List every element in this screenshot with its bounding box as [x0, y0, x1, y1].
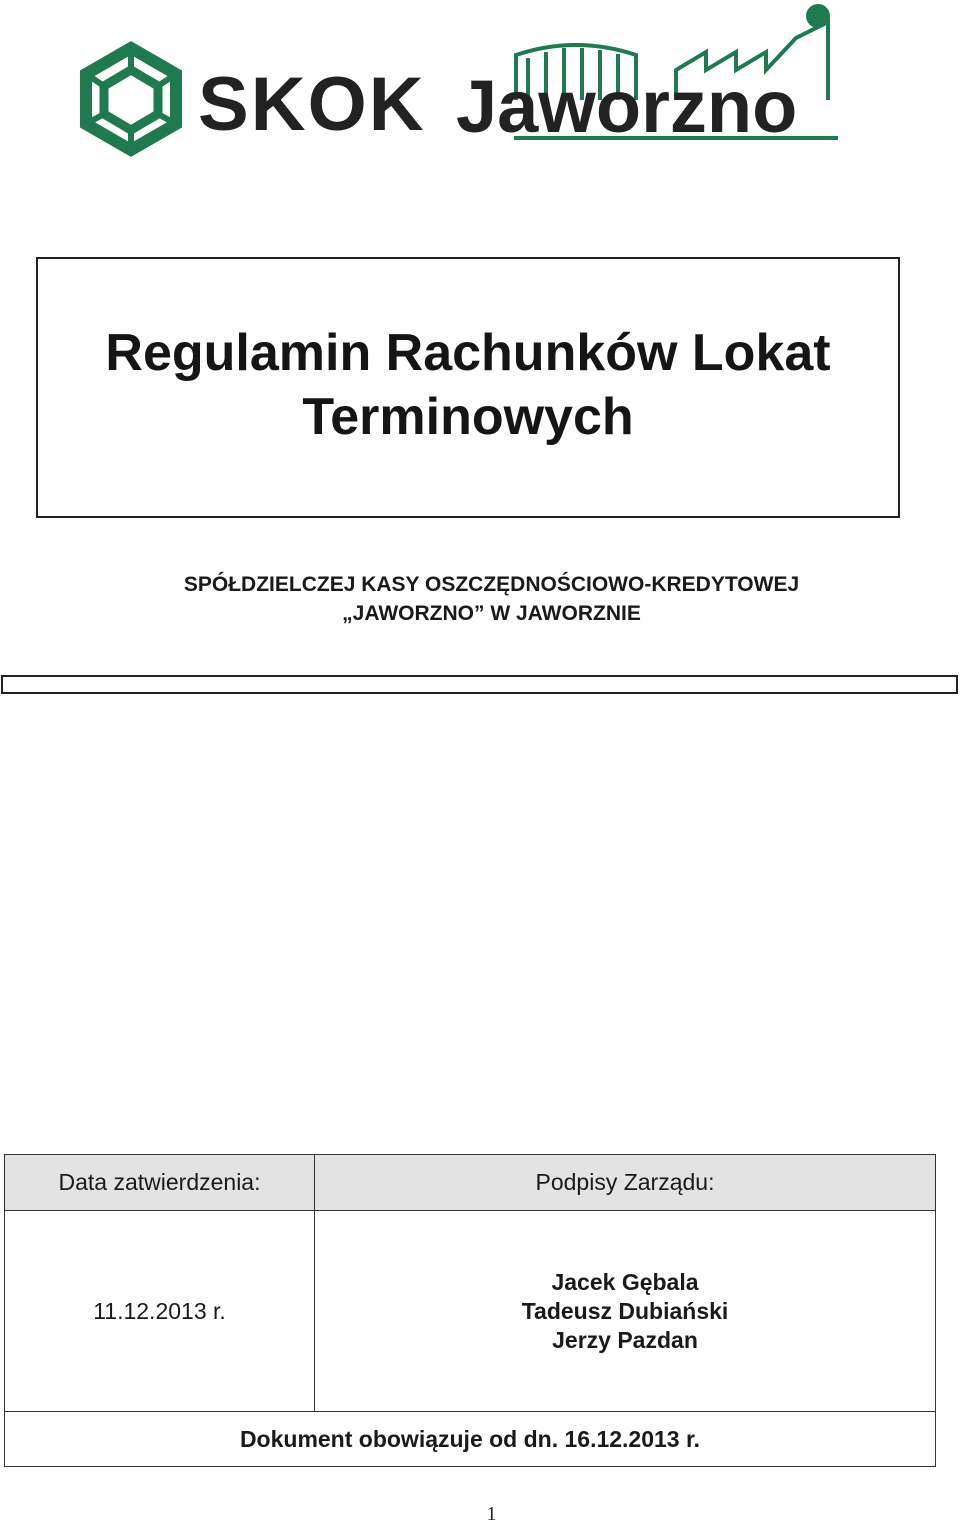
subtitle-line-1: SPÓŁDZIELCZEJ KASY OSZCZĘDNOŚCIOWO-KREDYTOWEJ [183, 573, 800, 596]
logo-city-text: Jaworzno [456, 65, 798, 148]
title-line-1: Regulamin Rachunków Lokat [105, 323, 831, 382]
approval-table [4, 1154, 936, 1467]
board-member-1: Jacek Gębala [551, 1268, 699, 1295]
divider-bar [1, 675, 958, 694]
board-member-2: Tadeusz Dubiański [521, 1297, 729, 1324]
page-number: 1 [486, 1503, 497, 1525]
board-member-3: Jerzy Pazdan [552, 1326, 698, 1353]
table-header-row [5, 1155, 936, 1211]
logo-brand-text: SKOK [198, 62, 426, 147]
title-line-2: Terminowych [302, 387, 634, 446]
date-header: Data zatwierdzenia: [5, 1155, 315, 1211]
document-title [105, 321, 830, 449]
skok-jaworzno-logo [76, 0, 846, 160]
signatures-cell [315, 1211, 936, 1412]
board-members [315, 1268, 935, 1355]
date-cell [5, 1211, 315, 1412]
table-footer-row [5, 1412, 936, 1467]
subtitle-line-2: „JAWORZNO” W JAWORZNIE [342, 602, 641, 625]
title-box [36, 257, 900, 518]
signatures-header: Podpisy Zarządu: [315, 1155, 936, 1211]
effective-date-note: Dokument obowiązuje od dn. 16.12.2013 r. [5, 1412, 936, 1467]
approval-date: 11.12.2013 r. [93, 1297, 226, 1324]
table-body-row [5, 1211, 936, 1412]
hexagon-emblem-icon [86, 48, 176, 150]
